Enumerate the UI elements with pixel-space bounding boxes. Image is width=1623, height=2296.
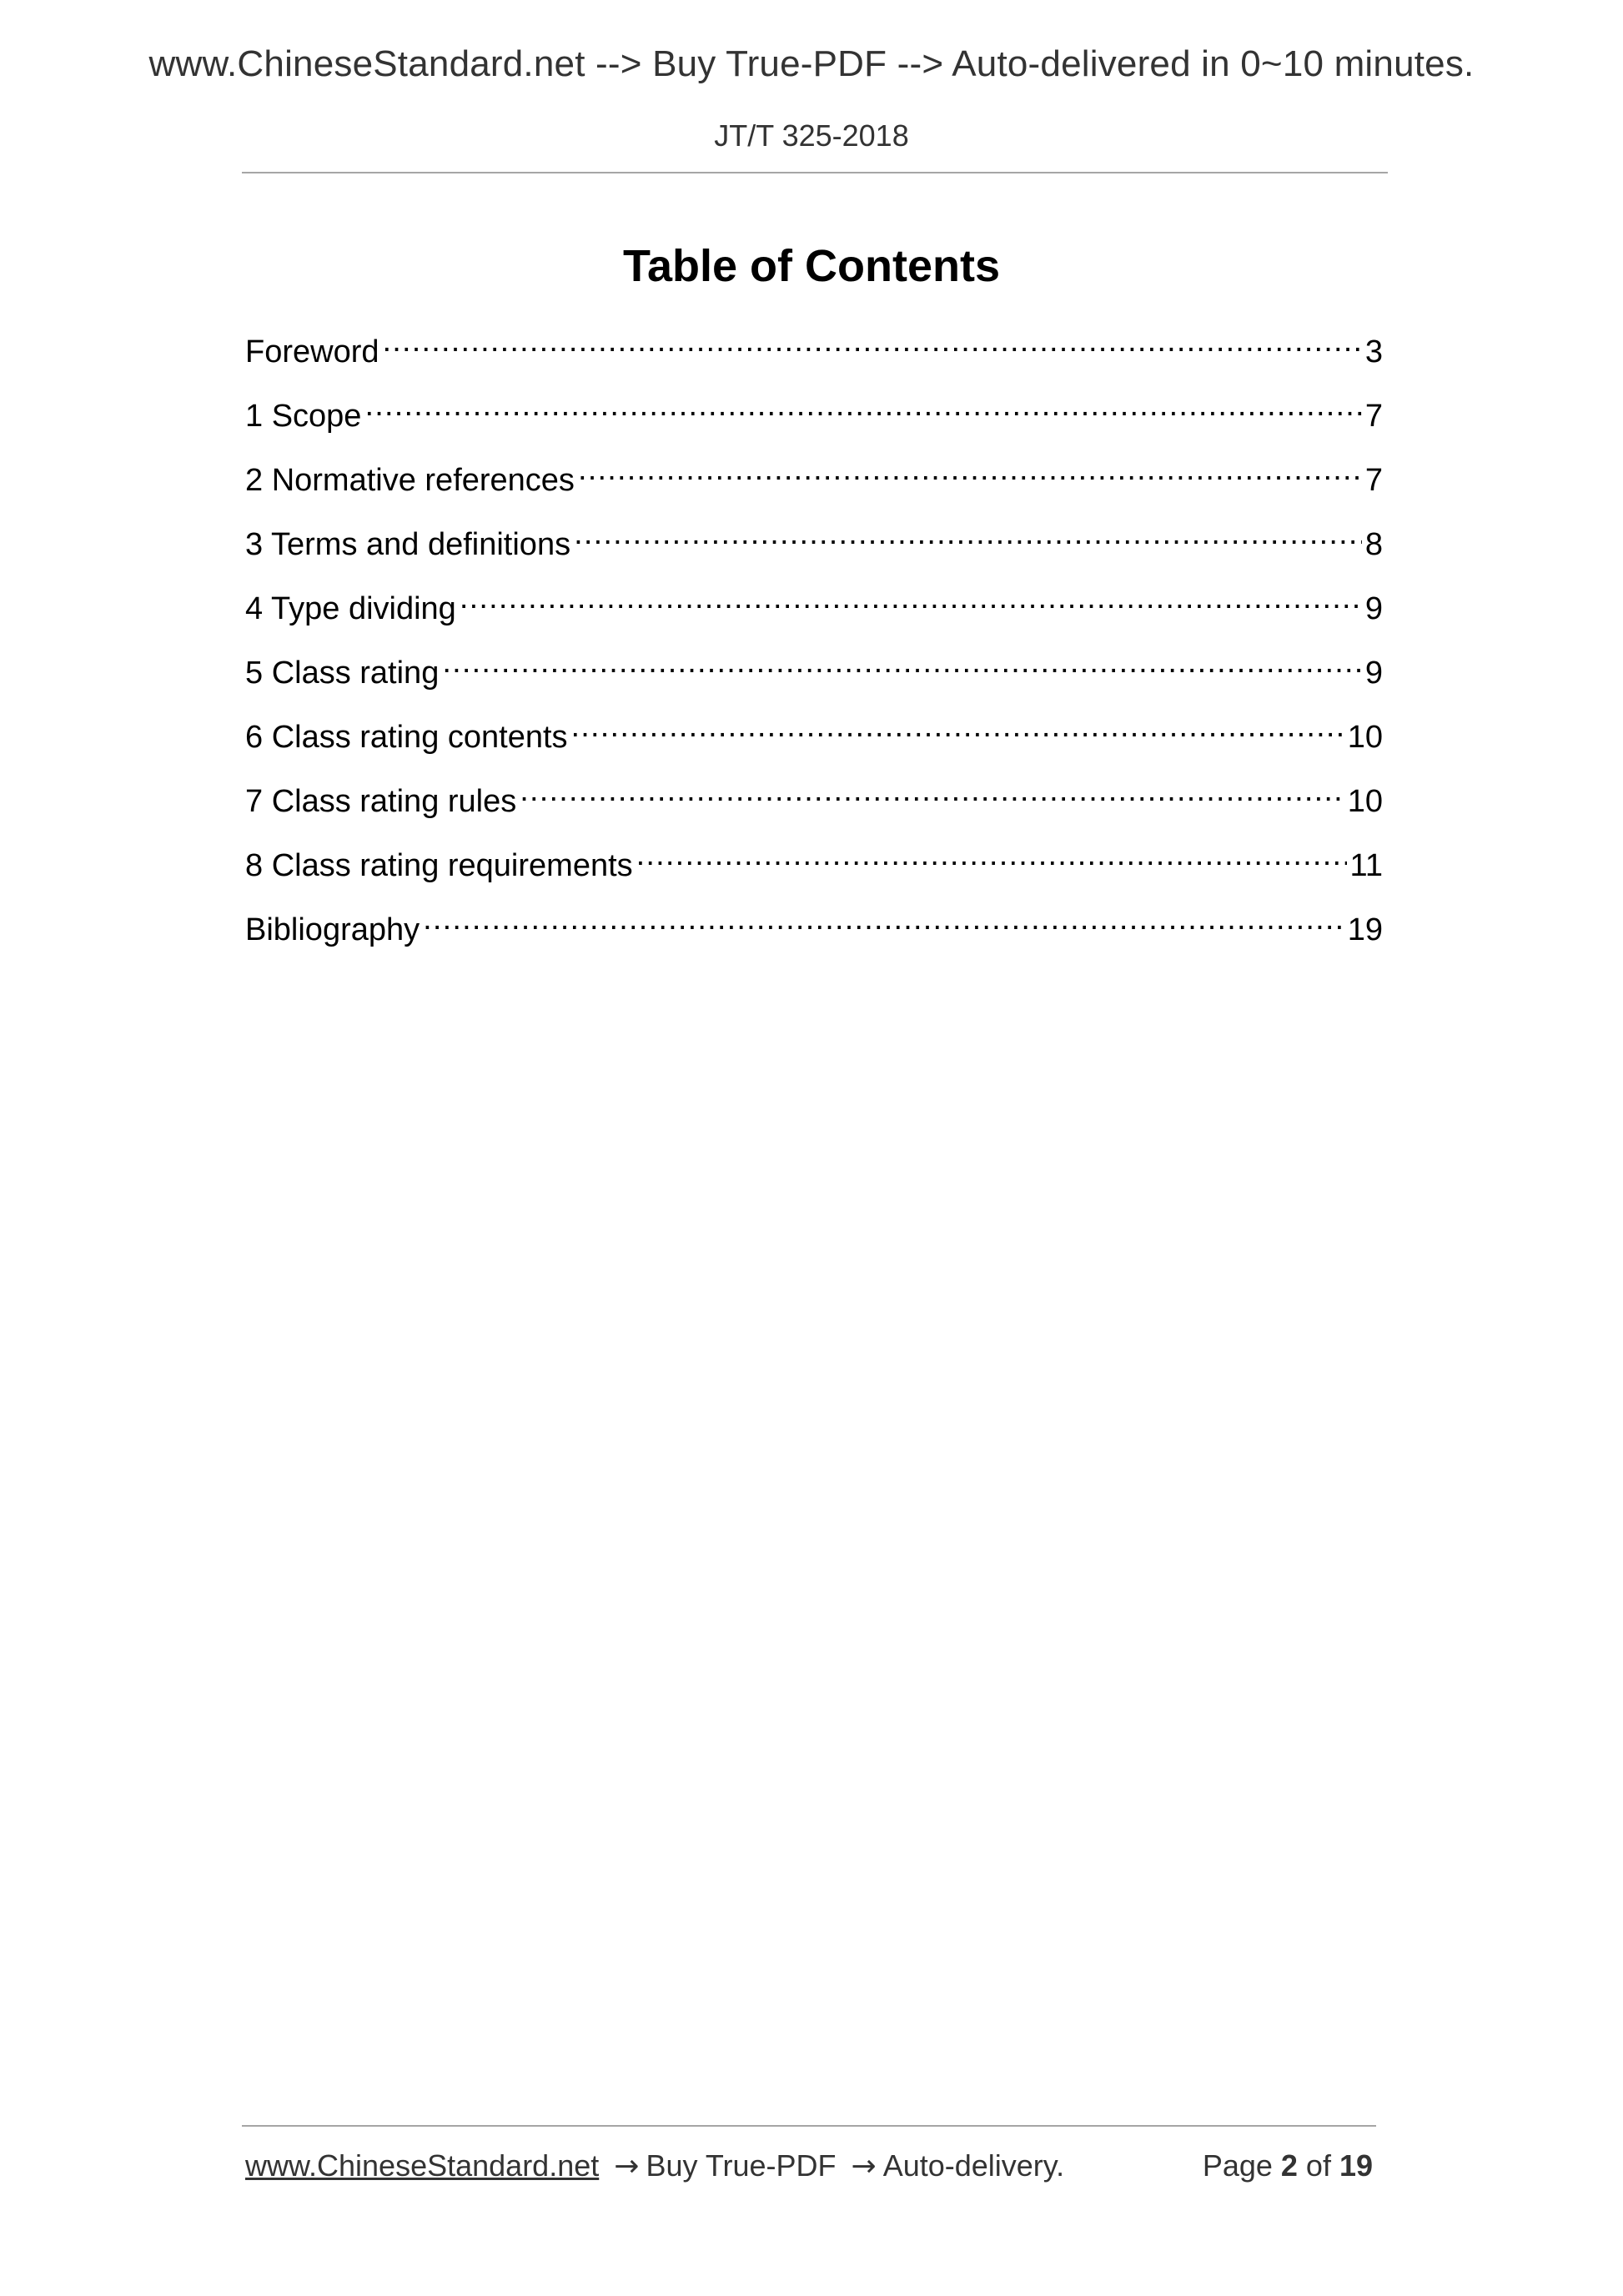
toc-dot-leader — [442, 641, 1362, 683]
toc-entry-normative-references[interactable] — [245, 449, 1383, 513]
toc-entry-page: 7 — [1364, 463, 1383, 498]
toc-entry-foreword[interactable] — [245, 320, 1383, 384]
toc-dot-leader — [460, 577, 1362, 619]
website-link[interactable]: www.ChineseStandard.net — [245, 2148, 600, 2183]
toc-dot-leader — [578, 449, 1362, 490]
toc-entry-page: 9 — [1364, 656, 1383, 691]
document-code: JT/T 325-2018 — [714, 118, 909, 153]
toc-dot-leader — [423, 898, 1344, 940]
toc-entry-label: 8 Class rating requirements — [245, 848, 633, 883]
toc-entry-class-rating-rules[interactable] — [245, 770, 1383, 834]
toc-dot-leader — [574, 513, 1362, 555]
toc-entry-label: Foreword — [245, 334, 379, 369]
toc-entry-label: 1 Scope — [245, 399, 362, 434]
toc-entry-label: 2 Normative references — [245, 463, 575, 498]
page-footer — [245, 2148, 1373, 2183]
toc-entry-label: 7 Class rating rules — [245, 784, 517, 819]
toc-entry-label: 6 Class rating contents — [245, 720, 568, 755]
toc-entry-class-rating[interactable] — [245, 641, 1383, 706]
toc-dot-leader — [571, 706, 1344, 747]
toc-entry-label: 3 Terms and definitions — [245, 527, 571, 562]
toc-entry-page: 11 — [1349, 848, 1383, 883]
toc-entry-page: 10 — [1347, 784, 1383, 819]
page-number-total: 19 — [1339, 2148, 1373, 2183]
toc-entry-type-dividing[interactable] — [245, 577, 1383, 641]
arrow-right-icon: → — [851, 2149, 877, 2183]
toc-entry-scope[interactable] — [245, 384, 1383, 449]
table-of-contents — [245, 320, 1383, 962]
header-divider — [242, 172, 1388, 173]
top-banner: www.ChineseStandard.net --> Buy True-PDF --> Auto-delivered in 0~10 minutes. — [148, 43, 1475, 84]
page-indicator — [1203, 2148, 1373, 2183]
toc-dot-leader — [364, 384, 1361, 426]
toc-entry-label: 5 Class rating — [245, 656, 440, 691]
footer-delivery-text: Auto-delivery. — [882, 2148, 1065, 2183]
toc-entry-label: 4 Type dividing — [245, 591, 456, 626]
toc-entry-page: 3 — [1364, 334, 1383, 369]
toc-entry-page: 19 — [1347, 912, 1383, 947]
toc-dot-leader — [520, 770, 1344, 811]
footer-promo — [245, 2148, 1064, 2183]
footer-buy-text: Buy True-PDF — [646, 2148, 837, 2183]
page-title: Table of Contents — [623, 241, 1000, 291]
toc-entry-label: Bibliography — [245, 912, 420, 947]
arrow-right-icon: → — [614, 2149, 640, 2183]
toc-dot-leader — [383, 320, 1362, 362]
toc-dot-leader — [636, 834, 1347, 876]
page-word: Page — [1202, 2148, 1273, 2183]
toc-entry-page: 7 — [1364, 399, 1383, 434]
toc-entry-page: 8 — [1364, 527, 1383, 562]
toc-entry-page: 9 — [1364, 591, 1383, 626]
toc-entry-terms-and-definitions[interactable] — [245, 513, 1383, 577]
page-number-current: 2 — [1280, 2148, 1298, 2183]
toc-entry-page: 10 — [1347, 720, 1383, 755]
toc-entry-class-rating-requirements[interactable] — [245, 834, 1383, 898]
toc-entry-bibliography[interactable] — [245, 898, 1383, 962]
toc-entry-class-rating-contents[interactable] — [245, 706, 1383, 770]
page-of-word: of — [1305, 2148, 1331, 2183]
footer-divider — [242, 2125, 1376, 2127]
